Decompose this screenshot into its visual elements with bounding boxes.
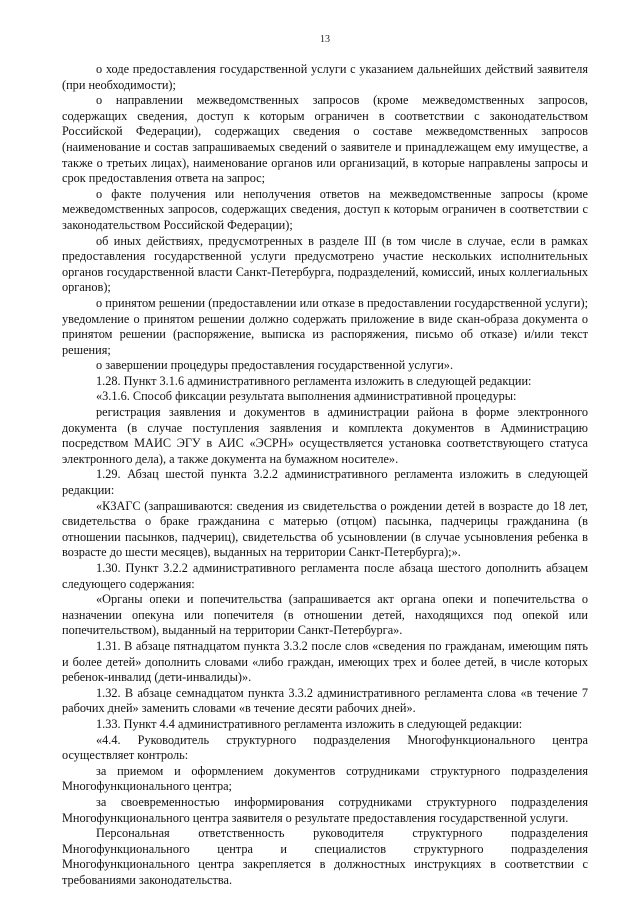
paragraph: 1.32. В абзаце семнадцатом пункта 3.3.2 административного регламента слова «в течение 7 рабочих дней» заменить словами «в течение десяти рабочих дней». <box>62 685 588 716</box>
paragraph: Персональная ответственность руководителя структурного подразделения Многофункционального центра и специалистов структурного подразделения Многофункционального центра закрепляется в должностных инструкциях в соответствии с требованиями законодательства. <box>62 826 588 887</box>
paragraph: «3.1.6. Способ фиксации результата выполнения административной процедуры: <box>96 389 517 404</box>
paragraph: о факте получения или неполучения ответов на межведомственные запросы (кроме межведомственных запросов, содержащих сведения, доступ к которым ограничен в соответствии с законодательством Российской Федерации); <box>62 186 588 232</box>
paragraph: 1.29. Абзац шестой пункта 3.2.2 административного регламента изложить в следующей редакции: <box>62 467 588 498</box>
paragraph: о направлении межведомственных запросов (кроме межведомственных запросов, содержащих сведения, доступ к которым ограничен в соответствии с законодательством Российской Федерации), содержащих сведения о составе межведомственных запросов (наименование и состав запрашиваемых сведений о заявителе и принадлежащем ему имуществе, а также о третьих лицах), наименование органов или организаций, в которые направлены запросы и срок предоставления ответа на запрос; <box>62 93 588 186</box>
paragraph: «Органы опеки и попечительства (запрашивается акт органа опеки и попечительства о назначении опекуна или попечителя (в отношении детей, находящихся под опекой или попечительством), выданный на территории Санкт-Петербурга». <box>62 592 588 638</box>
paragraph: 1.28. Пункт 3.1.6 административного регламента изложить в следующей редакции: <box>96 373 532 388</box>
paragraph: 1.31. В абзаце пятнадцатом пункта 3.3.2 после слов «сведения по гражданам, имеющим пять и более детей» дополнить словами «либо граждан, имеющих трех и более детей, в числе которых ребенок-инвалид (дети-инвалиды)». <box>62 638 588 685</box>
paragraph: о завершении процедуры предоставления государственной услуги». <box>96 358 454 373</box>
paragraph: регистрация заявления и документов в администрации района в форме электронного документа (в случае поступления заявления и комплекта документов в Администрацию посредством МАИС ЭГУ в АИС «ЭСРН» осуществляется установка соответствующего статуса электронного дела), а также документа на бумажном носителе». <box>62 405 588 466</box>
paragraph: 1.30. Пункт 3.2.2 административного регламента после абзаца шестого дополнить абзацем следующего содержания: <box>62 561 588 591</box>
document-body <box>62 62 588 888</box>
paragraph: об иных действиях, предусмотренных в разделе III (в том числе в случае, если в рамках предоставления государственной услуги предусмотрено участие нескольких исполнительных органов государственной власти Санкт-Петербурга, подразделений, комиссий, иных коллегиальных органов); <box>62 233 588 295</box>
paragraph: «4.4. Руководитель структурного подразделения Многофункционального центра осуществляет контроль: <box>62 732 588 763</box>
paragraph: за приемом и оформлением документов сотрудниками структурного подразделения Многофункционального центра; <box>62 763 588 794</box>
paragraph: о принятом решении (предоставлении или отказе в предоставлении государственной услуги); уведомление о принятом решении должно содержать приложение в виде скан-образа документа о принятом решении (распоряжение, выписка из распоряжения, письмо об отказе) и/или текст решения; <box>62 295 588 357</box>
paragraph: о ходе предоставления государственной услуги с указанием дальнейших действий заявителя (при необходимости); <box>62 62 588 92</box>
paragraph: 1.33. Пункт 4.4 административного регламента изложить в следующей редакции: <box>96 716 523 731</box>
page-number: 13 <box>320 34 330 45</box>
paragraph: за своевременностью информирования сотрудниками структурного подразделения Многофункционального центра заявителя о результате предоставления государственной услуги. <box>62 794 588 825</box>
paragraph: «КЗАГС (запрашиваются: сведения из свидетельства о рождении детей в возрасте до 18 лет, свидетельства о браке гражданина с матерью (отцом) пасынка, падчерицы гражданина (в отношении пасынков, падчериц), свидетельства об усыновлении (в случае усыновления ребенка в возрасте до шести месяцев), выданных на территории Санкт-Петербурга);». <box>62 498 588 560</box>
